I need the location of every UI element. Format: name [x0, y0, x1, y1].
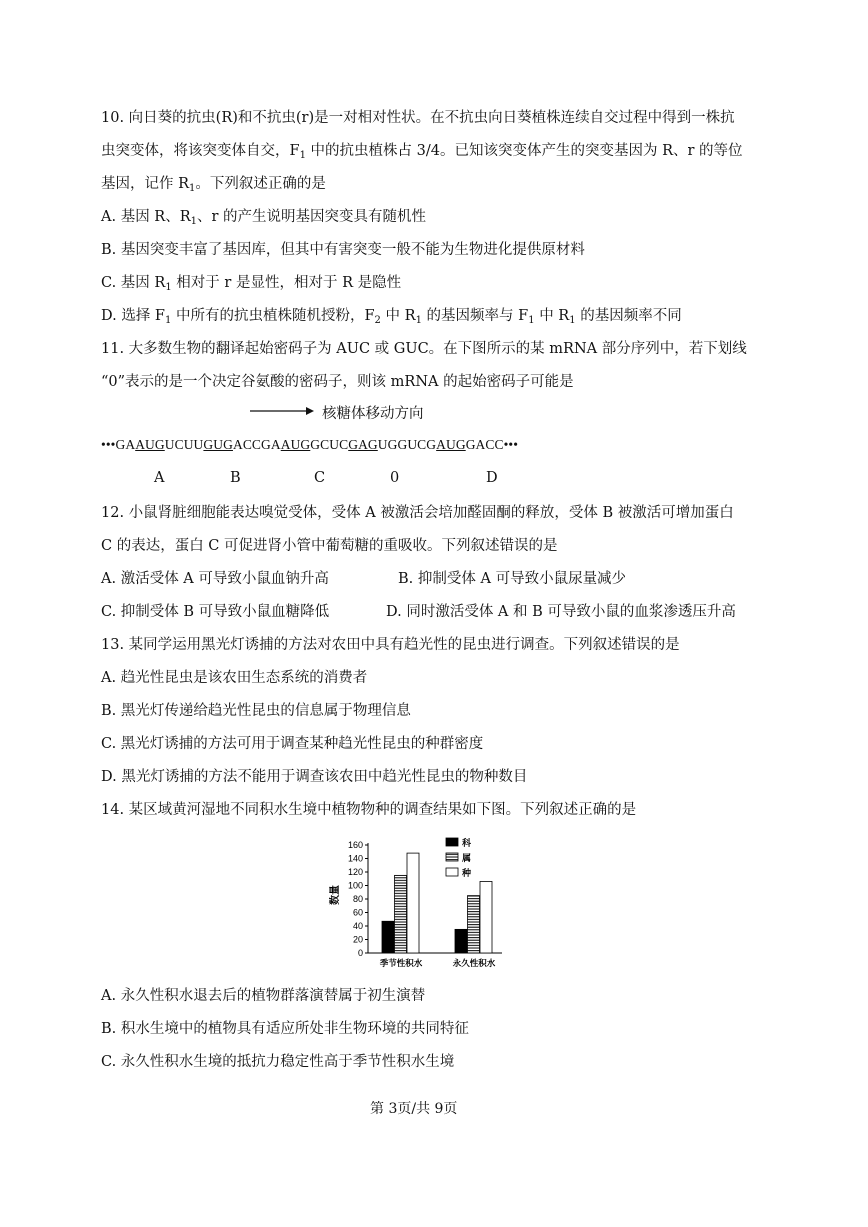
- q10-option-a: A. 基因 R、$R_1$、r 的产生说明基因突变具有随机性: [101, 209, 427, 227]
- y-tick-label: 120: [347, 867, 363, 877]
- seq-label-d: D: [486, 470, 498, 486]
- arrow-label: 核糖体移动方向: [322, 406, 424, 422]
- codon-c: AUG: [280, 437, 311, 452]
- q12-line-1: 12. 小鼠肾脏细胞能表达嗅觉受体，受体 A 被激活会培加醛固酮的释放，受体 B 被激活可增加蛋白: [101, 505, 734, 521]
- q12-option-b: B. 抑制受体 A 可导致小鼠尿量减少: [398, 571, 627, 587]
- q14-option-c: C. 永久性积水生境的抵抗力稳定性高于季节性积水生境: [101, 1054, 455, 1070]
- right-arrow-icon: [250, 404, 314, 418]
- page-footer: 第 3页/共 9页: [370, 1101, 458, 1117]
- q13-option-c: C. 黑光灯诱捕的方法可用于调查某种趋光性昆虫的种群密度: [101, 736, 484, 752]
- y-tick-label: 40: [352, 921, 363, 931]
- q10-option-b: B. 基因突变丰富了基因库，但其中有害突变一般不能为生物进化提供原材料: [101, 242, 585, 258]
- y-tick-label: 80: [352, 894, 363, 904]
- x-tick-label: 季节性积水: [379, 959, 423, 969]
- y-tick-label: 0: [357, 948, 363, 958]
- x-tick-label: 永久性积水: [452, 959, 496, 969]
- q13-option-d: D. 黑光灯诱捕的方法不能用于调查该农田中趋光性昆虫的物种数目: [101, 769, 528, 785]
- chart-svg: [320, 833, 510, 973]
- q10-line-2: 虫突变体，将该突变体自交，$F_1$ 中的抗虫植株占 3/4。已知该突变体产生的突变基因为 R、r 的等位: [101, 143, 743, 161]
- codon-d: AUG: [436, 437, 466, 452]
- y-tick-label: 20: [352, 934, 363, 945]
- q13-option-b: B. 黑光灯传递给趋光性昆虫的信息属于物理信息: [101, 703, 411, 719]
- legend-label: 科: [462, 839, 472, 849]
- legend-label: 属: [462, 854, 472, 864]
- q14-line-1: 14. 某区域黄河湿地不同积水生境中植物物种的调查结果如下图。下列叙述正确的是: [101, 802, 637, 818]
- q14-option-b: B. 积水生境中的植物具有适应所处非生物环境的共同特征: [101, 1021, 469, 1037]
- seq-label-b: B: [230, 470, 241, 486]
- q12-option-a: A. 激活受体 A 可导致小鼠血钠升高: [101, 571, 329, 587]
- q12-option-c: C. 抑制受体 B 可导致小鼠血糖降低: [101, 604, 330, 620]
- q14-option-a: A. 永久性积水退去后的植物群落演替属于初生演替: [101, 988, 426, 1004]
- q10-option-c: C. 基因 $R_1$ 相对于 r 是显性，相对于 R 是隐性: [101, 275, 402, 293]
- legend-swatch: [446, 853, 458, 861]
- codon-a: AUG: [135, 437, 165, 452]
- y-axis-label: 数量: [330, 885, 341, 905]
- q13-option-a: A. 趋光性昆虫是该农田生态系统的消费者: [101, 670, 368, 686]
- legend-swatch: [446, 838, 458, 846]
- q13-line-1: 13. 某同学运用黑光灯诱捕的方法对农田中具有趋光性的昆虫进行调查。下列叙述错误的是: [101, 637, 680, 653]
- seq-label-c: C: [314, 470, 326, 486]
- codon-b: GUG: [203, 437, 233, 452]
- y-tick-label: 60: [352, 907, 363, 918]
- bar-1: [382, 921, 394, 953]
- bar-3: [480, 881, 492, 953]
- y-tick-label: 100: [347, 880, 363, 891]
- q10-line-3: 基因，记作 $R_1$。下列叙述正确的是: [101, 176, 326, 194]
- legend-label: 种: [462, 869, 472, 879]
- q12-option-d: D. 同时激活受体 A 和 B 可导致小鼠的血浆渗透压升高: [386, 604, 736, 620]
- q11-line-1: 11. 大多数生物的翻译起始密码子为 AUC 或 GUC。在下图所示的某 mRNA 部分序列中，若下划线: [101, 341, 747, 357]
- q10-line-1: 10. 向日葵的抗虫(R)和不抗虫(r)是一对相对性状。在不抗虫向日葵植株连续自交过程中得到一株抗: [101, 110, 735, 126]
- codon-0: GAG: [348, 437, 378, 452]
- seq-label-a: A: [154, 470, 165, 486]
- species-bar-chart: [320, 833, 510, 973]
- mrna-sequence: •••GAAUGUCUUGUGACCGAAUGGCUCGAGUGGUCGAUGGACC•••: [101, 437, 519, 452]
- seq-label-0: 0: [390, 470, 400, 486]
- bar-2: [468, 896, 480, 953]
- y-tick-label: 140: [347, 853, 363, 864]
- bar-3: [407, 853, 419, 953]
- q10-option-d: D. 选择 $F_1$ 中所有的抗虫植株随机授粉，$F_2$ 中 $R_1$ 的基因频率与 $F_1$ 中 $R_1$ 的基因频率不同: [101, 308, 682, 326]
- bar-1: [455, 929, 467, 953]
- q12-line-2: C 的表达，蛋白 C 可促进肾小管中葡萄糖的重吸收。下列叙述错误的是: [101, 538, 558, 554]
- legend-swatch: [446, 868, 458, 876]
- q11-line-2: “0”表示的是一个决定谷氨酸的密码子，则该 mRNA 的起始密码子可能是: [101, 374, 574, 390]
- bar-2: [395, 875, 407, 953]
- y-tick-label: 160: [347, 840, 363, 850]
